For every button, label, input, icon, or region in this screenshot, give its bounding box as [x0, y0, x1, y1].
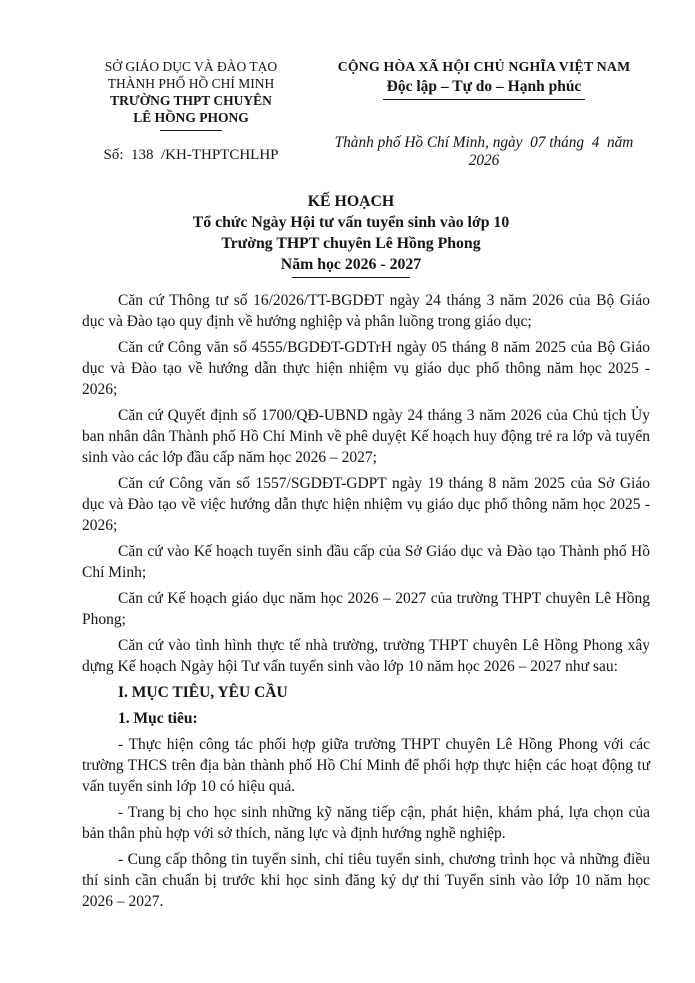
doc-title-line-3: Trường THPT chuyên Lê Hồng Phong — [221, 235, 481, 252]
subsection-heading-1-1: 1. Mục tiêu: — [118, 710, 198, 727]
bullet-paragraph-2: - Trang bị cho học sinh những kỹ năng tiếp cận, phát hiện, khám phá, lựa chọn của bản thân phù hợp với sở thích, năng lực và định hướng nghề nghiệp. — [82, 804, 650, 842]
national-title: CỘNG HÒA XÃ HỘI CHỦ NGHĨA VIỆT NAM — [337, 59, 631, 74]
org-line-2: THÀNH PHỐ HỒ CHÍ MINH — [107, 76, 275, 91]
body-paragraph-5: Căn cứ vào Kế hoạch tuyển sinh đầu cấp của Sở Giáo dục và Đào tạo Thành phố Hồ Chí Minh; — [82, 543, 650, 581]
body-paragraph-6: Căn cứ Kế hoạch giáo dục năm học 2026 – 2027 của trường THPT chuyên Lê Hồng Phong; — [82, 590, 650, 628]
section-heading-1: I. MỤC TIÊU, YÊU CẦU — [118, 684, 288, 701]
body-paragraph-3: Căn cứ Quyết định số 1700/QĐ-UBND ngày 24 tháng 3 năm 2026 của Chủ tịch Ủy ban nhân dân Thành phố Hồ Chí Minh về phê duyệt Kế hoạch huy động trẻ ra lớp và tuyển sinh vào các lớp đầu cấp năm học 2026 – 2027; — [82, 407, 650, 466]
issuing-org-block — [82, 58, 300, 164]
body-paragraph-7: Căn cứ vào tình hình thực tế nhà trường, trường THPT chuyên Lê Hồng Phong xây dựng Kế hoạch Ngày hội Tư vấn tuyển sinh vào lớp 10 năm học 2026 – 2027 như sau: — [82, 637, 650, 675]
body-paragraph-2: Căn cứ Công văn số 4555/BGDĐT-GDTrH ngày 05 tháng 8 năm 2025 của Bộ Giáo dục và Đào tạo về hướng dẫn thực hiện nhiệm vụ giáo dục phổ thông năm học 2025 - 2026; — [82, 339, 650, 398]
doc-title-block — [82, 191, 620, 278]
school-name-line-1: TRƯỜNG THPT CHUYÊN — [110, 93, 272, 108]
org-line-1: SỞ GIÁO DỤC VÀ ĐÀO TẠO — [104, 59, 278, 74]
body-paragraph-1: Căn cứ Thông tư số 16/2026/TT-BGDĐT ngày 24 tháng 3 năm 2026 của Bộ Giáo dục và Đào tạo quy định về hướng nghiệp và phân luồng trong giáo dục; — [82, 292, 650, 330]
doc-title-line-4: Năm học 2026 - 2027 — [280, 256, 422, 273]
doc-body — [82, 290, 650, 912]
body-paragraph-4: Căn cứ Công văn số 1557/SGDĐT-GDPT ngày 19 tháng 8 năm 2025 của Sở Giáo dục và Đào tạo về việc hướng dẫn thực hiện nhiệm vụ giáo dục phổ thông năm học 2025 - 2026; — [82, 475, 650, 534]
doc-title-line-2: Tổ chức Ngày Hội tư vấn tuyển sinh vào lớp 10 — [192, 214, 510, 231]
doc-number: Số: 138 /KH-THPTCHLHP — [103, 147, 279, 163]
bullet-paragraph-3: - Cung cấp thông tin tuyển sinh, chỉ tiêu tuyển sinh, chương trình học và những điều thí sinh cần chuẩn bị trước khi học sinh đăng ký dự thi Tuyển sinh vào lớp 10 năm học 2026 – 2027. — [82, 851, 650, 910]
date-place-line: Thành phố Hồ Chí Minh, ngày 07 tháng 4 năm 2026 — [334, 134, 638, 169]
document-header — [82, 58, 650, 170]
org-underline — [160, 130, 222, 131]
school-name-line-2: LÊ HỒNG PHONG — [133, 110, 249, 125]
national-header-block — [318, 58, 650, 170]
national-motto-wrap — [318, 76, 650, 100]
title-underline — [292, 277, 410, 278]
doc-title-line-1: KẾ HOẠCH — [307, 193, 395, 210]
bullet-paragraph-1: - Thực hiện công tác phối hợp giữa trường THPT chuyên Lê Hồng Phong với các trường THCS trên địa bàn thành phố Hồ Chí Minh để phối hợp thực hiện các hoạt động tư vấn tuyển sinh lớp 10 có hiệu quả. — [82, 736, 650, 795]
national-motto: Độc lập – Tự do – Hạnh phúc — [383, 76, 586, 100]
